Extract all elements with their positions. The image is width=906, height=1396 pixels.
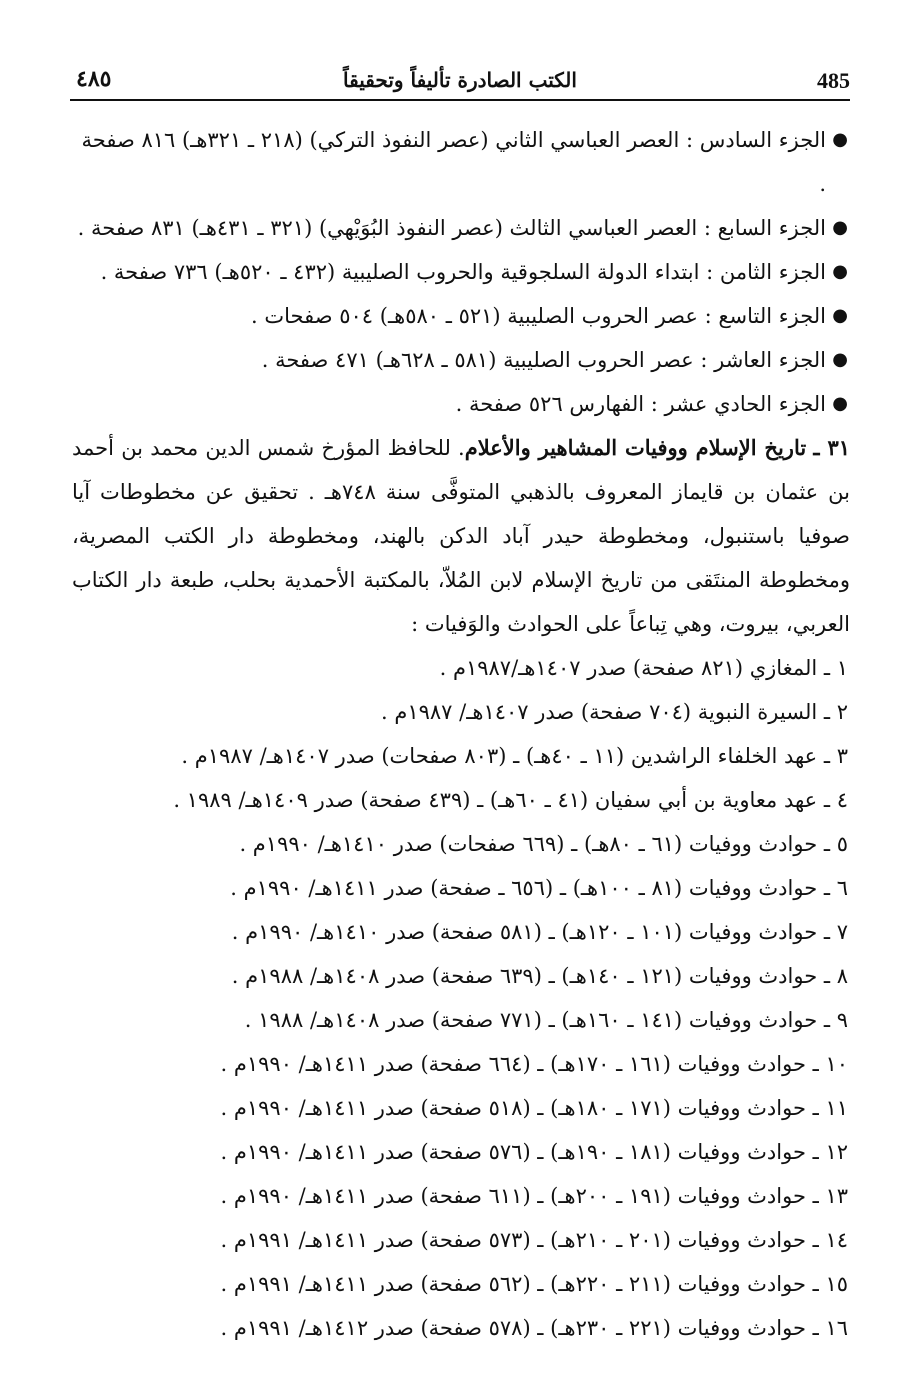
bullet-item: ● الجزء الحادي عشر : الفهارس ٥٢٦ صفحة . [72,382,850,426]
volume-item: ٦ ـ حوادث ووفيات (٨١ ـ ١٠٠هـ) ـ (٦٥٦ ـ صفحة) صدر ١٤١١هـ/ ١٩٩٠م . [230,876,848,900]
volume-list [72,646,850,1350]
bibliography-entry [72,426,850,646]
bullet-item: ● الجزء العاشر : عصر الحروب الصليبية (٥٨١ ـ ٦٢٨هـ) ٤٧١ صفحة . [72,338,850,382]
bullet-icon: ● [832,261,848,282]
bullet-icon: ● [832,393,848,414]
page-number-arabic: ٤٨٥ [76,66,112,92]
bullet-icon: ● [832,349,848,370]
volume-item: ١٤ ـ حوادث ووفيات (٢٠١ ـ ٢١٠هـ) ـ (٥٧٣ صفحة) صدر ١٤١١هـ/ ١٩٩١م . [220,1228,848,1252]
volume-item: ٢ ـ السيرة النبوية (٧٠٤ صفحة) صدر ١٤٠٧هـ/ ١٩٨٧م . [380,700,848,724]
page-body [72,118,850,1350]
volume-item: ٥ ـ حوادث ووفيات (٦١ ـ ٨٠هـ) ـ (٦٦٩ صفحات) صدر ١٤١٠هـ/ ١٩٩٠م . [239,832,848,856]
bullet-item: ● الجزء الثامن : ابتداء الدولة السلجوقية والحروب الصليبية (٤٣٢ ـ ٥٢٠هـ) ٧٣٦ صفحة . [72,250,850,294]
header-rule [70,99,850,101]
page-number-latin: 485 [817,68,850,93]
volume-item: ١ ـ المغازي (٨٢١ صفحة) صدر ١٤٠٧هـ/١٩٨٧م . [439,656,848,680]
bullet-item: ● الجزء السابع : العصر العباسي الثالث (عصر النفوذ البُوَيْهي) (٣٢١ ـ ٤٣١هـ) ٨٣١ صفحة . [72,206,850,250]
volume-item: ٨ ـ حوادث ووفيات (١٢١ ـ ١٤٠هـ) ـ (٦٣٩ صفحة) صدر ١٤٠٨هـ/ ١٩٨٨م . [231,964,848,988]
bullet-icon: ● [832,217,848,238]
running-title: الكتب الصادرة تأليفاً وتحقيقاً [343,68,577,92]
volume-item: ٣ ـ عهد الخلفاء الراشدين (١١ ـ ٤٠هـ) ـ (٨٠٣ صفحات) صدر ١٤٠٧هـ/ ١٩٨٧م . [181,744,848,768]
volume-item: ١٠ ـ حوادث ووفيات (١٦١ ـ ١٧٠هـ) ـ (٦٦٤ صفحة) صدر ١٤١١هـ/ ١٩٩٠م . [220,1052,848,1076]
volume-item: ١١ ـ حوادث ووفيات (١٧١ ـ ١٨٠هـ) ـ (٥١٨ صفحة) صدر ١٤١١هـ/ ١٩٩٠م . [220,1096,848,1120]
bullet-item: ● الجزء التاسع : عصر الحروب الصليبية (٥٢١ ـ ٥٨٠هـ) ٥٠٤ صفحات . [72,294,850,338]
entry-body: . للحافظ المؤرخ شمس الدين محمد بن أحمد بن عثمان بن قايماز المعروف بالذهبي المتوفَّى سنة ٧٤٨هـ . تحقيق عن مخطوطات آيا صوفيا باستنبول، ومخطوطة حيدر آباد الدكن بالهند، ومخطوطة دار الكتب المصرية، ومخطوطة المنتَقى من تاريخ الإسلام لابن المُلاّ، بالمكتبة الأحمدية بحلب، طبعة دار الكتاب العربي، بيروت، وهي تِباعاً على الحوادث والوَفيات : [72,436,850,636]
volume-item: ١٦ ـ حوادث ووفيات (٢٢١ ـ ٢٣٠هـ) ـ (٥٧٨ صفحة) صدر ١٤١٢هـ/ ١٩٩١م . [220,1316,848,1340]
bullet-item: ● الجزء السادس : العصر العباسي الثاني (عصر النفوذ التركي) (٢١٨ ـ ٣٢١هـ) ٨١٦ صفحة . [72,118,850,206]
entry-number: ٣١ ـ [813,435,850,460]
bullet-icon: ● [832,305,848,326]
volume-item: ٤ ـ عهد معاوية بن أبي سفيان (٤١ ـ ٦٠هـ) ـ (٤٣٩ صفحة) صدر ١٤٠٩هـ/ ١٩٨٩ . [173,788,848,812]
volume-item: ١٢ ـ حوادث ووفيات (١٨١ ـ ١٩٠هـ) ـ (٥٧٦ صفحة) صدر ١٤١١هـ/ ١٩٩٠م . [220,1140,848,1164]
volume-item: ٩ ـ حوادث ووفيات (١٤١ ـ ١٦٠هـ) ـ (٧٧١ صفحة) صدر ١٤٠٨هـ/ ١٩٨٨ . [244,1008,848,1032]
volume-item: ٧ ـ حوادث ووفيات (١٠١ ـ ١٢٠هـ) ـ (٥٨١ صفحة) صدر ١٤١٠هـ/ ١٩٩٠م . [231,920,848,944]
entry-title: تاريخ الإسلام ووفيات المشاهير والأعلام [464,435,807,460]
bullet-icon: ● [832,129,848,150]
volume-item: ١٥ ـ حوادث ووفيات (٢١١ ـ ٢٢٠هـ) ـ (٥٦٢ صفحة) صدر ١٤١١هـ/ ١٩٩١م . [220,1272,848,1296]
page-header [70,60,850,100]
volume-item: ١٣ ـ حوادث ووفيات (١٩١ ـ ٢٠٠هـ) ـ (٦١١ صفحة) صدر ١٤١١هـ/ ١٩٩٠م . [220,1184,848,1208]
